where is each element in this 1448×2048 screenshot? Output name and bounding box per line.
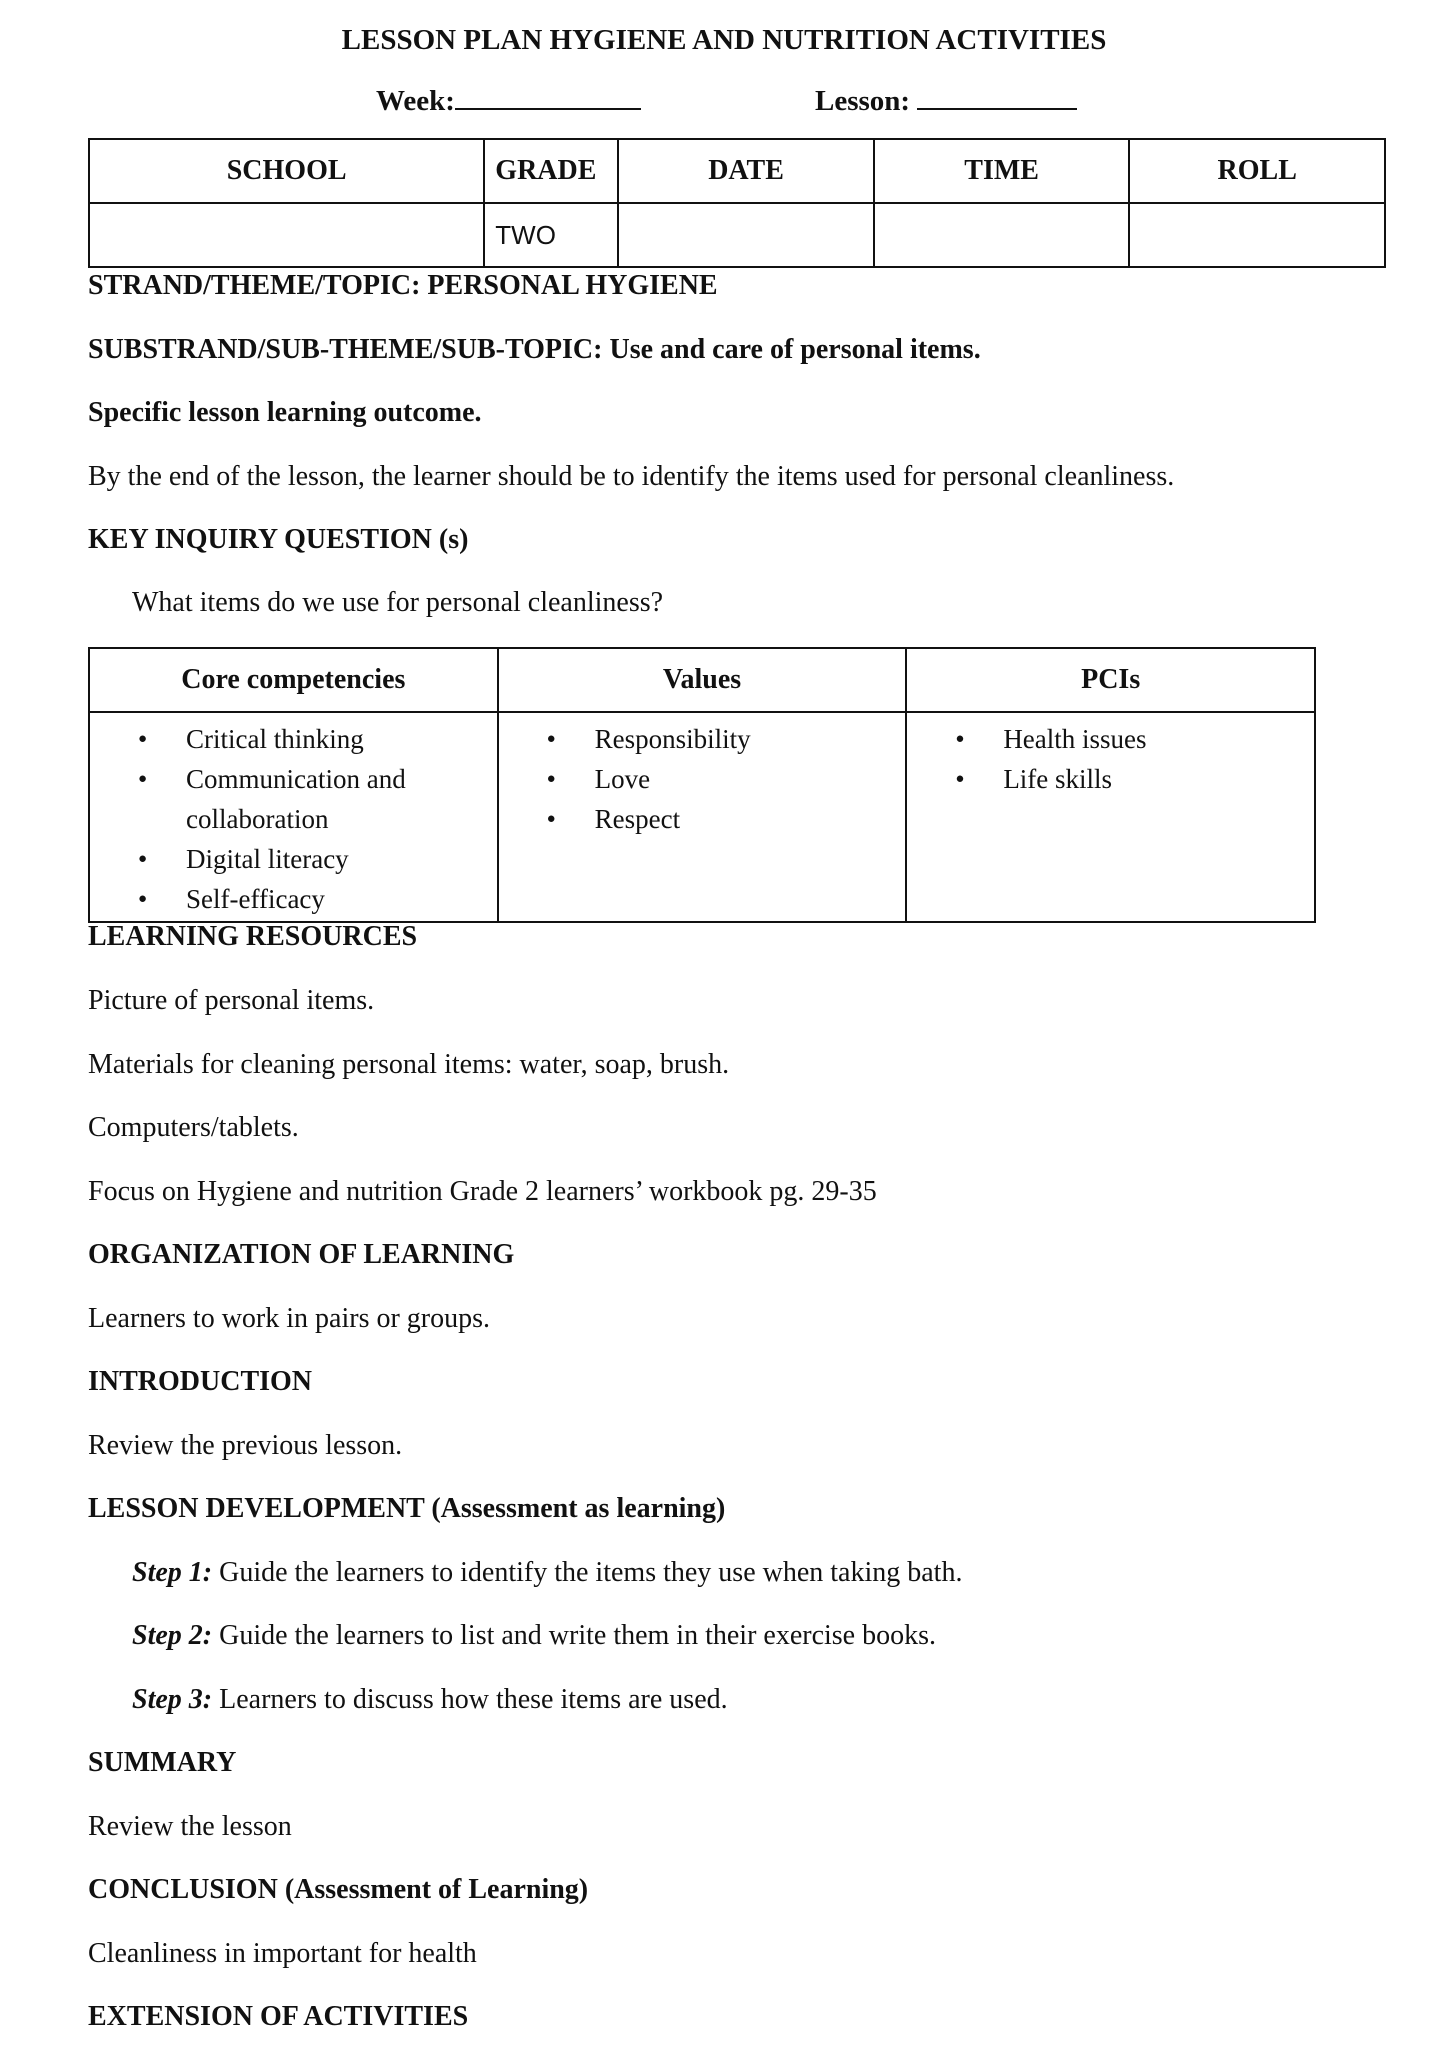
strand-value: PERSONAL HYGIENE [427, 270, 718, 301]
introduction-text: Review the previous lesson. [88, 1430, 403, 1461]
date-header: DATE [618, 139, 874, 203]
values-header: Values [498, 648, 907, 712]
development-heading [88, 1493, 725, 1525]
list-item: ● Responsibility [595, 719, 896, 759]
school-value [89, 203, 484, 267]
inquiry-heading: KEY INQUIRY QUESTION (s) [88, 524, 469, 555]
substrand-value: Use and care of personal items. [609, 334, 981, 365]
core-competencies-header: Core competencies [89, 648, 498, 712]
outcome-heading: Specific lesson learning outcome. [88, 397, 482, 428]
list-item: ● Digital literacy [186, 839, 487, 879]
substrand-line [88, 334, 981, 366]
conclusion-heading-paren: (Assessment of Learning) [284, 1874, 589, 1905]
competency-table [88, 647, 1316, 923]
list-item: ● Life skills [1003, 759, 1304, 799]
list-item: ● Communication and collaboration [186, 759, 436, 839]
resource-item: Focus on Hygiene and nutrition Grade 2 learners’ workbook pg. 29-35 [88, 1176, 877, 1207]
lesson-field [815, 82, 1077, 118]
organization-heading: ORGANIZATION OF LEARNING [88, 1239, 515, 1270]
conclusion-heading-main: CONCLUSION [88, 1874, 278, 1905]
step-3 [132, 1684, 728, 1716]
competency-header-row [89, 648, 1315, 712]
resource-item: Materials for cleaning personal items: water, soap, brush. [88, 1049, 730, 1080]
school-header: SCHOOL [89, 139, 484, 203]
development-heading-main: LESSON DEVELOPMENT [88, 1493, 425, 1524]
lesson-label: Lesson: [815, 85, 911, 117]
pcis-list [917, 719, 1304, 799]
values-cell [498, 712, 907, 922]
core-competencies-list [100, 719, 487, 919]
step-1-label: Step 1: [132, 1557, 213, 1588]
conclusion-text: Cleanliness in important for health [88, 1938, 477, 1969]
development-heading-paren: (Assessment as learning) [431, 1493, 726, 1524]
info-table [88, 138, 1386, 268]
values-list [509, 719, 896, 839]
list-item: ● Health issues [1003, 719, 1304, 759]
step-2-text: Guide the learners to list and write them in their exercise books. [219, 1620, 937, 1651]
list-item: ● Self-efficacy [186, 879, 487, 919]
organization-text: Learners to work in pairs or groups. [88, 1303, 491, 1334]
competency-body-row [89, 712, 1315, 922]
lesson-blank [917, 82, 1077, 110]
inquiry-question: What items do we use for personal cleanliness? [132, 587, 664, 618]
document-title: LESSON PLAN HYGIENE AND NUTRITION ACTIVITIES [341, 24, 1107, 56]
pcis-header: PCIs [906, 648, 1315, 712]
time-value [874, 203, 1130, 267]
grade-header: GRADE [484, 139, 618, 203]
grade-value: TWO [484, 203, 618, 267]
introduction-heading: INTRODUCTION [88, 1366, 313, 1397]
strand-label: STRAND/THEME/TOPIC: [88, 270, 421, 301]
conclusion-heading [88, 1874, 588, 1906]
list-item: ● Respect [595, 799, 896, 839]
resources-heading: LEARNING RESOURCES [88, 921, 418, 952]
week-blank [455, 82, 641, 110]
step-3-text: Learners to discuss how these items are used. [219, 1684, 728, 1715]
step-3-label: Step 3: [132, 1684, 213, 1715]
list-item: ● Love [595, 759, 896, 799]
list-item: ● Critical thinking [186, 719, 487, 759]
info-table-value-row [89, 203, 1385, 267]
week-field [376, 82, 641, 118]
resource-item: Computers/tablets. [88, 1112, 299, 1143]
substrand-label: SUBSTRAND/SUB-THEME/SUB-TOPIC: [88, 334, 603, 365]
roll-value [1129, 203, 1385, 267]
step-1 [132, 1557, 962, 1589]
step-2 [132, 1620, 936, 1652]
info-table-header-row [89, 139, 1385, 203]
summary-text: Review the lesson [88, 1811, 292, 1842]
extension-heading: EXTENSION OF ACTIVITIES [88, 2001, 469, 2032]
date-value [618, 203, 874, 267]
week-label: Week: [376, 85, 455, 117]
time-header: TIME [874, 139, 1130, 203]
step-2-label: Step 2: [132, 1620, 213, 1651]
roll-header: ROLL [1129, 139, 1385, 203]
core-competencies-cell [89, 712, 498, 922]
step-1-text: Guide the learners to identify the items they use when taking bath. [219, 1557, 963, 1588]
outcome-text: By the end of the lesson, the learner should be to identify the items used for personal cleanliness. [88, 461, 1175, 492]
pcis-cell [906, 712, 1315, 922]
resource-item: Picture of personal items. [88, 985, 375, 1016]
strand-line [88, 270, 718, 302]
summary-heading: SUMMARY [88, 1747, 237, 1778]
